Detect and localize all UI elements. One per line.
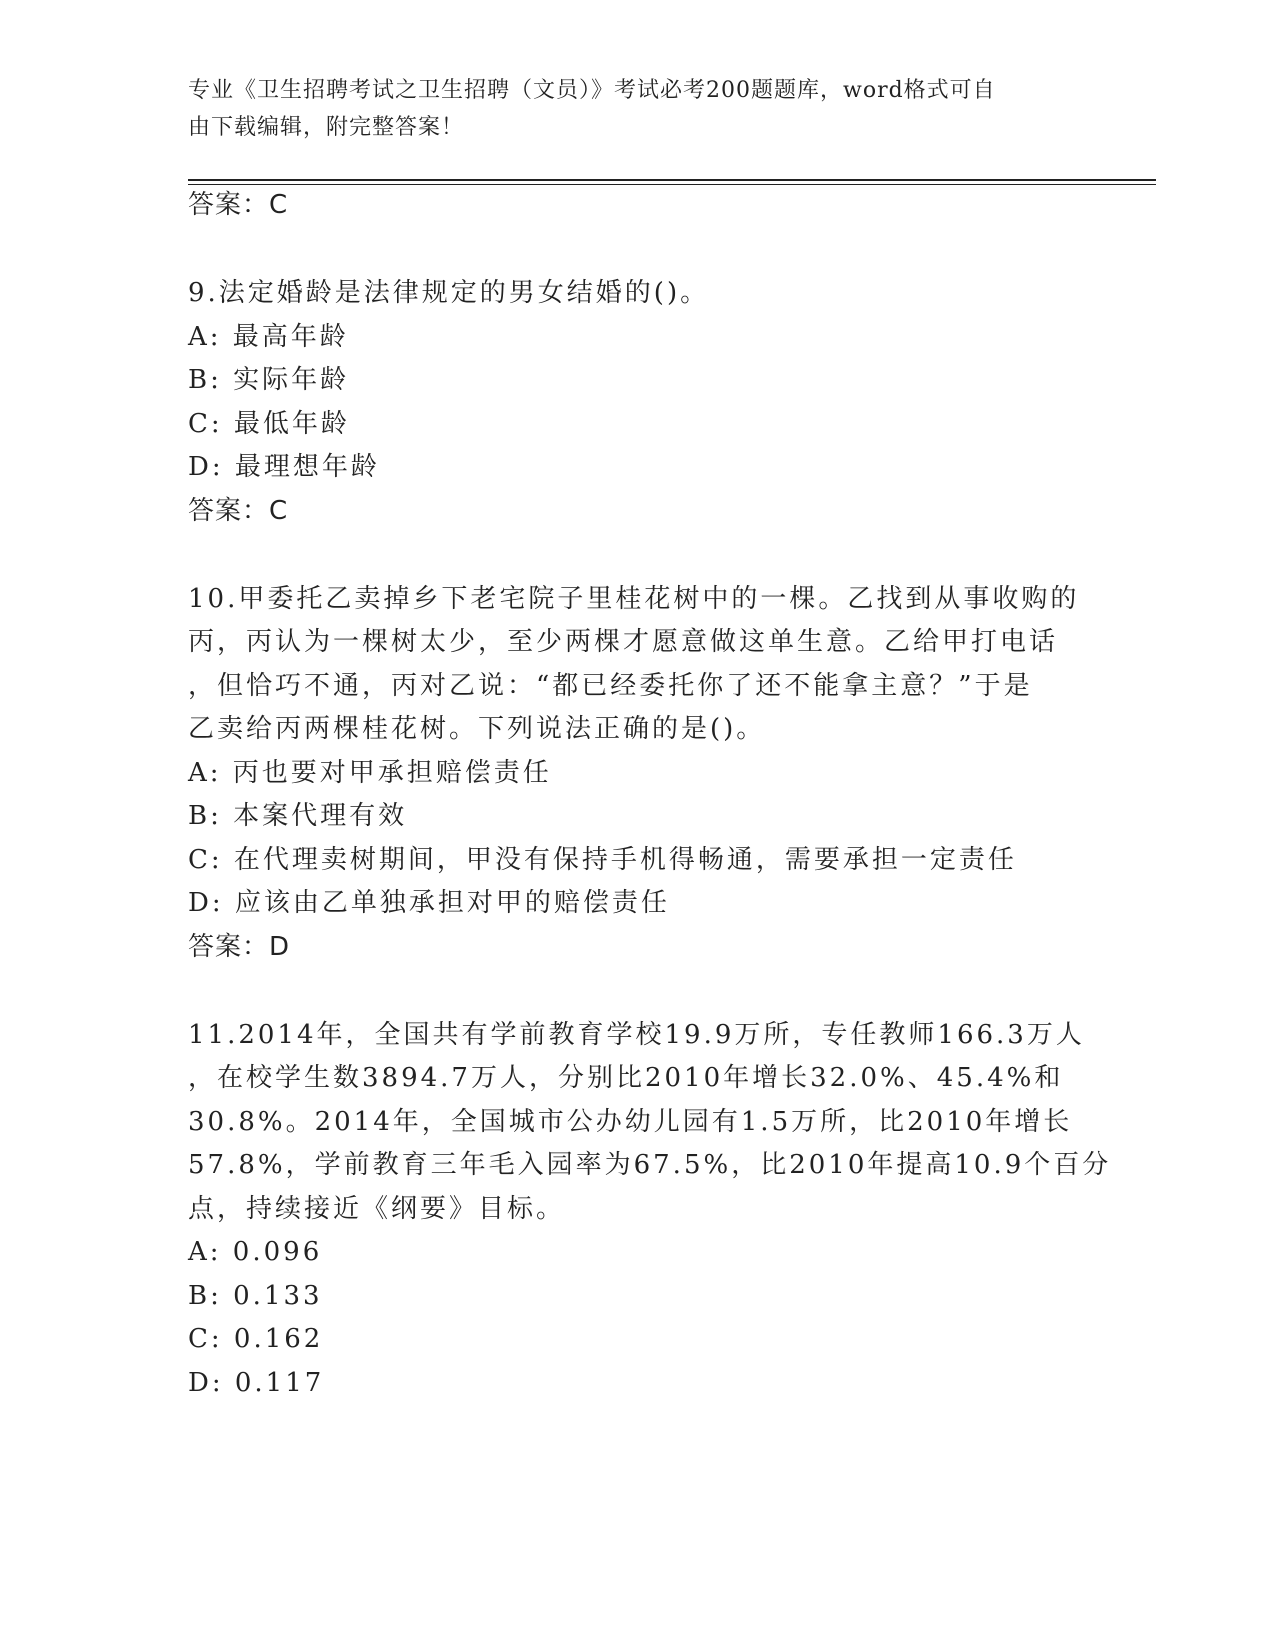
q9-answer: 答案：C	[188, 496, 289, 526]
header-line-2: 由下载编辑，附完整答案！	[188, 115, 465, 140]
q10-answer: 答案：D	[188, 932, 291, 962]
q10-option-a: A: 丙也要对甲承担赔偿责任	[188, 758, 552, 788]
question-9: 9.法定婚龄是法律规定的男女结婚的()。	[188, 278, 710, 308]
question-10-line-4: 乙卖给丙两棵桂花树。下列说法正确的是()。	[188, 714, 766, 744]
q11-option-c: C: 0.162	[188, 1324, 324, 1354]
q9-option-c: C: 最低年龄	[188, 409, 350, 439]
document-header	[188, 72, 1068, 146]
q10-option-c: C: 在代理卖树期间，甲没有保持手机得畅通，需要承担一定责任	[188, 845, 1017, 875]
question-10-line-1: 10.甲委托乙卖掉乡下老宅院子里桂花树中的一棵。乙找到从事收购的	[188, 584, 1080, 614]
question-11-line-2: ，在校学生数3894.7万人，分别比2010年增长32.0%、45.4%和	[188, 1063, 1064, 1093]
q9-option-b: B: 实际年龄	[188, 365, 350, 395]
header-rule-thin	[188, 184, 1156, 185]
header-line-1: 专业《卫生招聘考试之卫生招聘（文员）》考试必考200题题库，word格式可自	[188, 78, 996, 103]
question-11-line-4: 57.8%，学前教育三年毛入园率为67.5%，比2010年提高10.9个百分	[188, 1150, 1112, 1180]
q10-option-b: B: 本案代理有效	[188, 801, 408, 831]
q9-option-a: A: 最高年龄	[188, 322, 349, 352]
question-10-line-2: 丙，丙认为一棵树太少，至少两棵才愿意做这单生意。乙给甲打电话	[188, 627, 1059, 657]
q11-option-d: D: 0.117	[188, 1368, 325, 1398]
q11-option-a: A: 0.096	[188, 1237, 323, 1267]
q11-option-b: B: 0.133	[188, 1281, 323, 1311]
question-11-line-1: 11.2014年，全国共有学前教育学校19.9万所，专任教师166.3万人	[188, 1020, 1085, 1050]
header-rule-thick	[188, 179, 1156, 181]
question-10-line-3: ，但恰巧不通，丙对乙说：“都已经委托你了还不能拿主意？”于是	[188, 671, 1033, 701]
q10-option-d: D: 应该由乙单独承担对甲的赔偿责任	[188, 888, 670, 918]
answer-previous: 答案：C	[188, 190, 289, 220]
question-11-line-5: 点，持续接近《纲要》目标。	[188, 1194, 566, 1224]
q9-option-d: D: 最理想年龄	[188, 452, 380, 482]
question-11-line-3: 30.8%。2014年，全国城市公办幼儿园有1.5万所，比2010年增长	[188, 1107, 1073, 1137]
